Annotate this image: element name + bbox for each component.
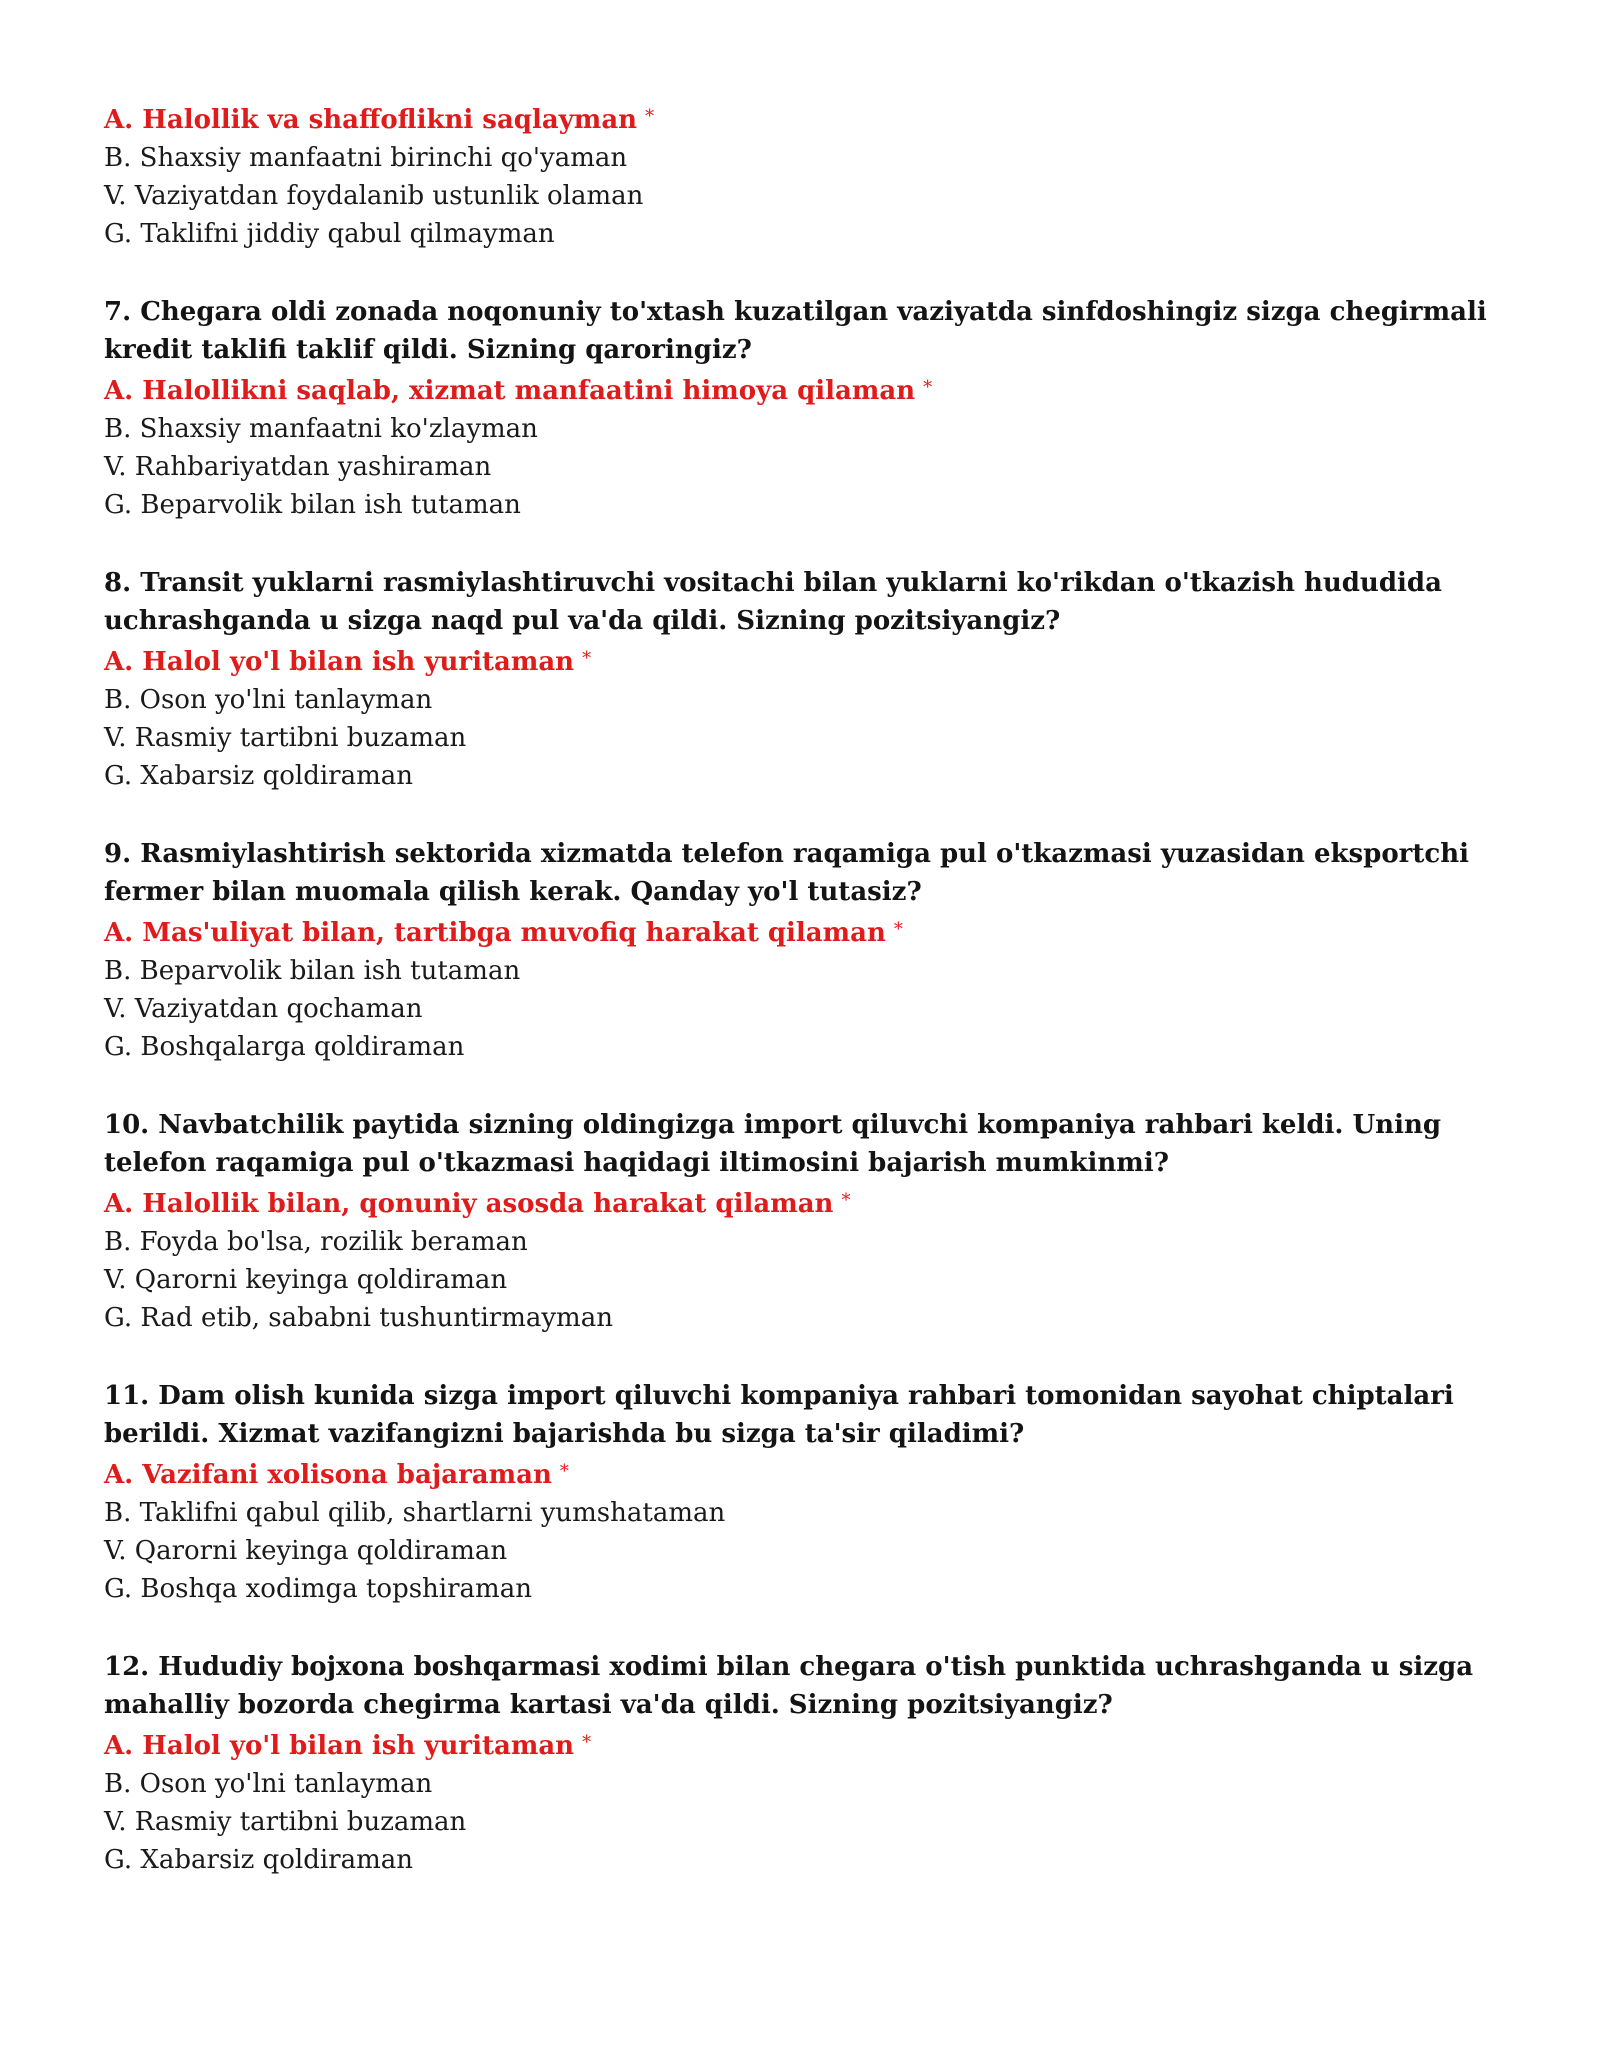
answer-b: B. Beparvolik bilan ish tutaman (104, 956, 521, 986)
question-text: 7. Chegara oldi zonada noqonuniy to'xtash kuzatilgan vaziyatda sinfdoshingiz sizga chegirmali kredit taklifi taklif qildi. Sizning qaroringiz? (104, 297, 1487, 365)
answer-v: V. Rahbariyatdan yashiraman (104, 452, 492, 482)
answer-g: G. Taklifni jiddiy qabul qilmayman (104, 219, 555, 249)
question-text: 11. Dam olish kunida sizga import qiluvchi kompaniya rahbari tomonidan sayohat chiptalari berildi. Xizmat vazifangizni bajarishda bu sizga ta'sir qiladimi? (104, 1381, 1454, 1449)
answer-g: G. Boshqa xodimga topshiraman (104, 1574, 532, 1604)
question-text: 12. Hududiy bojxona boshqarmasi xodimi bilan chegara o'tish punktida uchrashganda u sizga mahalliy bozorda chegirma kartasi va'da qildi. Sizning pozitsiyangiz? (104, 1652, 1474, 1720)
correct-marker: * (582, 648, 592, 669)
correct-answer (104, 1182, 1496, 1223)
answer-v: V. Qarorni keyinga qoldiraman (104, 1536, 508, 1566)
question-9 (104, 835, 1496, 1066)
correct-answer-text: A. Halol yo'l bilan ish yuritaman (104, 1731, 575, 1761)
correct-answer-text: A. Halollik va shaffoflikni saqlayman (104, 105, 638, 135)
correct-answer-text: A. Vazifani xolisona bajaraman (104, 1460, 552, 1490)
answer-g: G. Xabarsiz qoldiraman (104, 1845, 413, 1875)
answer-b: B. Oson yo'lni tanlayman (104, 685, 433, 715)
correct-marker: * (582, 1732, 592, 1753)
correct-marker: * (923, 377, 933, 398)
correct-answer (104, 911, 1496, 952)
answer-v: V. Vaziyatdan qochaman (104, 994, 423, 1024)
answer-g: G. Beparvolik bilan ish tutaman (104, 490, 521, 520)
question-11 (104, 1377, 1496, 1608)
answer-g: G. Rad etib, sababni tushuntirmayman (104, 1303, 613, 1333)
correct-answer (104, 1453, 1496, 1494)
question-text: 10. Navbatchilik paytida sizning oldingizga import qiluvchi kompaniya rahbari keldi. Uning telefon raqamiga pul o'tkazmasi haqidagi iltimosini bajarish mumkinmi? (104, 1110, 1442, 1178)
question-8 (104, 564, 1496, 795)
answer-b: B. Foyda bo'lsa, rozilik beraman (104, 1227, 528, 1257)
correct-answer (104, 98, 1496, 139)
correct-answer (104, 1724, 1496, 1765)
question-text: 8. Transit yuklarni rasmiylashtiruvchi vositachi bilan yuklarni ko'rikdan o'tkazish hududida uchrashganda u sizga naqd pul va'da qildi. Sizning pozitsiyangiz? (104, 568, 1442, 636)
correct-answer-text: A. Halollik bilan, qonuniy asosda harakat qilaman (104, 1189, 834, 1219)
answer-g: G. Xabarsiz qoldiraman (104, 761, 413, 791)
answer-b: B. Shaxsiy manfaatni ko'zlayman (104, 414, 538, 444)
answer-v: V. Rasmiy tartibni buzaman (104, 1807, 467, 1837)
answer-b: B. Taklifni qabul qilib, shartlarni yumshataman (104, 1498, 726, 1528)
correct-answer-text: A. Halollikni saqlab, xizmat manfaatini himoya qilaman (104, 376, 916, 406)
correct-marker: * (841, 1190, 851, 1211)
answer-b: B. Oson yo'lni tanlayman (104, 1769, 433, 1799)
answer-b: B. Shaxsiy manfaatni birinchi qo'yaman (104, 143, 628, 173)
correct-answer (104, 640, 1496, 681)
correct-answer-text: A. Mas'uliyat bilan, tartibga muvofiq harakat qilaman (104, 918, 886, 948)
question-7 (104, 293, 1496, 524)
correct-marker: * (893, 919, 903, 940)
answer-v: V. Vaziyatdan foydalanib ustunlik olaman (104, 181, 644, 211)
correct-answer-text: A. Halol yo'l bilan ish yuritaman (104, 647, 575, 677)
question-6-answers (104, 98, 1496, 253)
answer-v: V. Qarorni keyinga qoldiraman (104, 1265, 508, 1295)
answer-v: V. Rasmiy tartibni buzaman (104, 723, 467, 753)
question-text: 9. Rasmiylashtirish sektorida xizmatda telefon raqamiga pul o'tkazmasi yuzasidan eksportchi fermer bilan muomala qilish kerak. Qanday yo'l tutasiz? (104, 839, 1469, 907)
question-12 (104, 1648, 1496, 1879)
answer-g: G. Boshqalarga qoldiraman (104, 1032, 465, 1062)
question-10 (104, 1106, 1496, 1337)
correct-marker: * (645, 106, 655, 127)
correct-marker: * (559, 1461, 569, 1482)
correct-answer (104, 369, 1496, 410)
